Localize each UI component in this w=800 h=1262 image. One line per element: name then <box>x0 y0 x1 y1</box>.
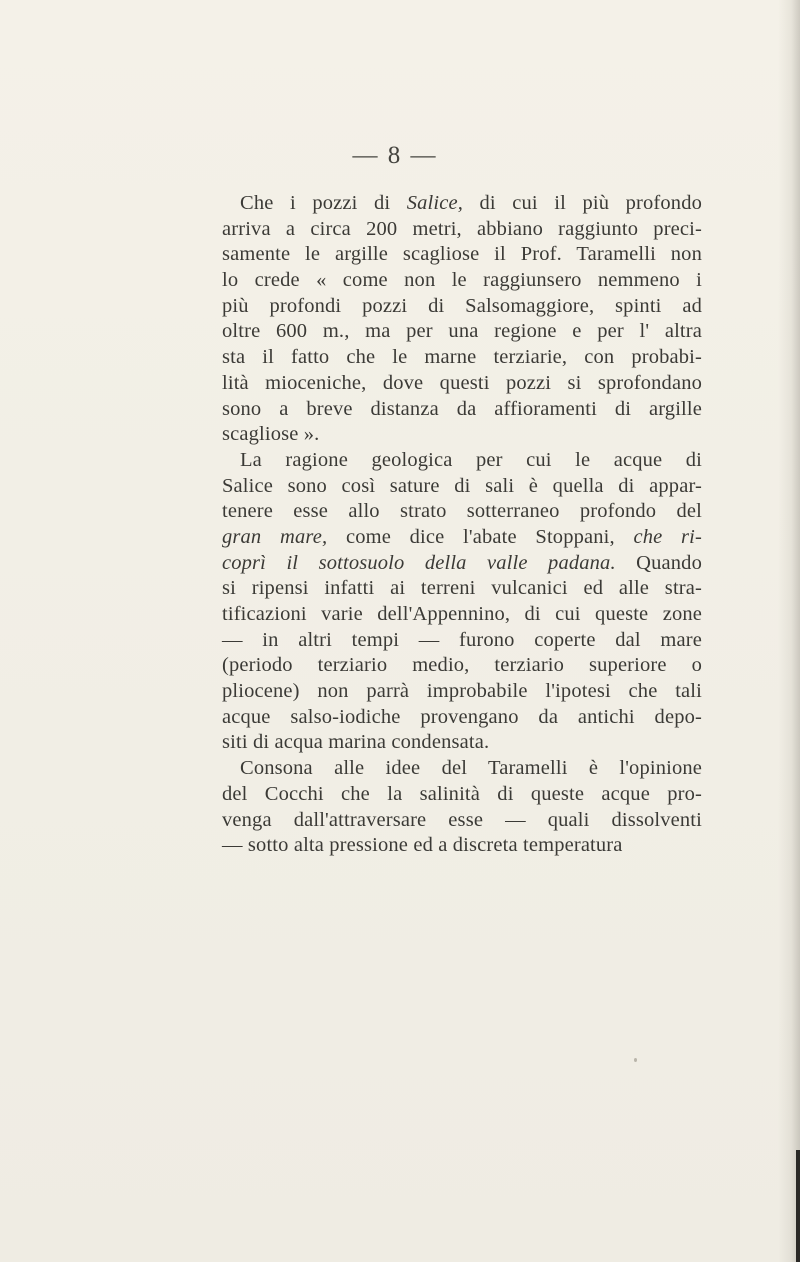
text-segment: più profondi pozzi di Salsomaggiore, spinti ad <box>222 294 702 317</box>
text-line <box>222 268 702 294</box>
text-line <box>222 422 702 448</box>
paragraph <box>222 448 702 756</box>
page-number: — 8 — <box>352 142 438 169</box>
text-segment: del Cocchi che la salinità di queste acque pro- <box>222 782 702 805</box>
text-segment: lo crede « come non le raggiunsero nemmeno i <box>222 269 702 292</box>
text-segment: si ripensi infatti ai terreni vulcanici ed alle stra- <box>222 577 702 600</box>
text-segment: Salice sono così sature di sali è quella di appar- <box>222 474 702 497</box>
italic-text-segment: Salice, <box>406 192 464 214</box>
text-segment: lità mioceniche, dove questi pozzi si sprofondano <box>222 371 702 394</box>
text-segment: scagliose ». <box>222 423 320 446</box>
text-line <box>222 345 702 371</box>
text-segment: Consona alle idee del Taramelli è l'opinione <box>240 757 702 780</box>
text-segment: Quando <box>615 551 702 574</box>
text-line <box>222 217 702 243</box>
text-line <box>222 242 702 268</box>
text-line <box>222 319 702 345</box>
paragraph <box>222 191 702 448</box>
paper-speck <box>634 1058 637 1062</box>
binding-edge-mark <box>796 1150 800 1262</box>
page-edge-shadow <box>778 0 800 1262</box>
text-line <box>222 730 702 756</box>
text-segment: come dice l'abate Stoppani, <box>327 525 634 548</box>
text-segment: La ragione geologica per cui le acque di <box>240 448 702 471</box>
italic-text-segment: che ri- <box>633 525 702 548</box>
text-line <box>222 653 702 679</box>
text-line <box>222 525 702 551</box>
text-line <box>222 705 702 731</box>
text-segment: acque salso-iodiche provengano da antichi depo- <box>222 705 702 728</box>
paragraph <box>222 756 702 859</box>
text-line <box>222 474 702 500</box>
text-segment: Che i pozzi di <box>240 192 407 214</box>
text-segment: tenere esse allo strato sotterraneo profondo del <box>222 500 702 523</box>
text-line <box>222 782 702 808</box>
text-line <box>222 191 702 217</box>
text-segment: — in altri tempi — furono coperte dal mare <box>222 628 702 651</box>
text-line <box>222 602 702 628</box>
text-line <box>222 499 702 525</box>
text-segment: arriva a circa 200 metri, abbiano raggiunto preci- <box>222 217 702 240</box>
text-line <box>222 756 702 782</box>
text-line <box>222 808 702 834</box>
text-segment: pliocene) non parrà improbabile l'ipotesi che tali <box>222 680 702 703</box>
text-segment: — sotto alta pressione ed a discreta temperatura <box>222 834 623 857</box>
text-line <box>222 551 702 577</box>
text-line <box>222 833 702 859</box>
text-segment: di cui il più profondo <box>463 192 702 214</box>
text-segment: (periodo terziario medio, terziario superiore o <box>222 654 702 677</box>
text-line <box>222 679 702 705</box>
text-line <box>222 628 702 654</box>
text-line <box>222 294 702 320</box>
text-segment: sono a breve distanza da affioramenti di argille <box>222 397 702 420</box>
text-line <box>222 397 702 423</box>
text-segment: samente le argille scagliose il Prof. Taramelli non <box>222 243 702 266</box>
text-segment: siti di acqua marina condensata. <box>222 731 490 754</box>
text-segment: tificazioni varie dell'Appennino, di cui queste zone <box>222 603 702 625</box>
body-text <box>222 191 702 859</box>
italic-text-segment: coprì il sottosuolo della valle padana. <box>222 551 616 574</box>
text-segment: venga dall'attraversare esse — quali dissolventi <box>222 808 702 831</box>
text-line <box>222 448 702 474</box>
text-segment: oltre 600 m., ma per una regione e per l' altra <box>222 320 702 343</box>
text-line <box>222 576 702 602</box>
text-segment: sta il fatto che le marne terziarie, con probabi- <box>222 346 702 369</box>
italic-text-segment: gran mare, <box>222 525 328 548</box>
text-line <box>222 371 702 397</box>
